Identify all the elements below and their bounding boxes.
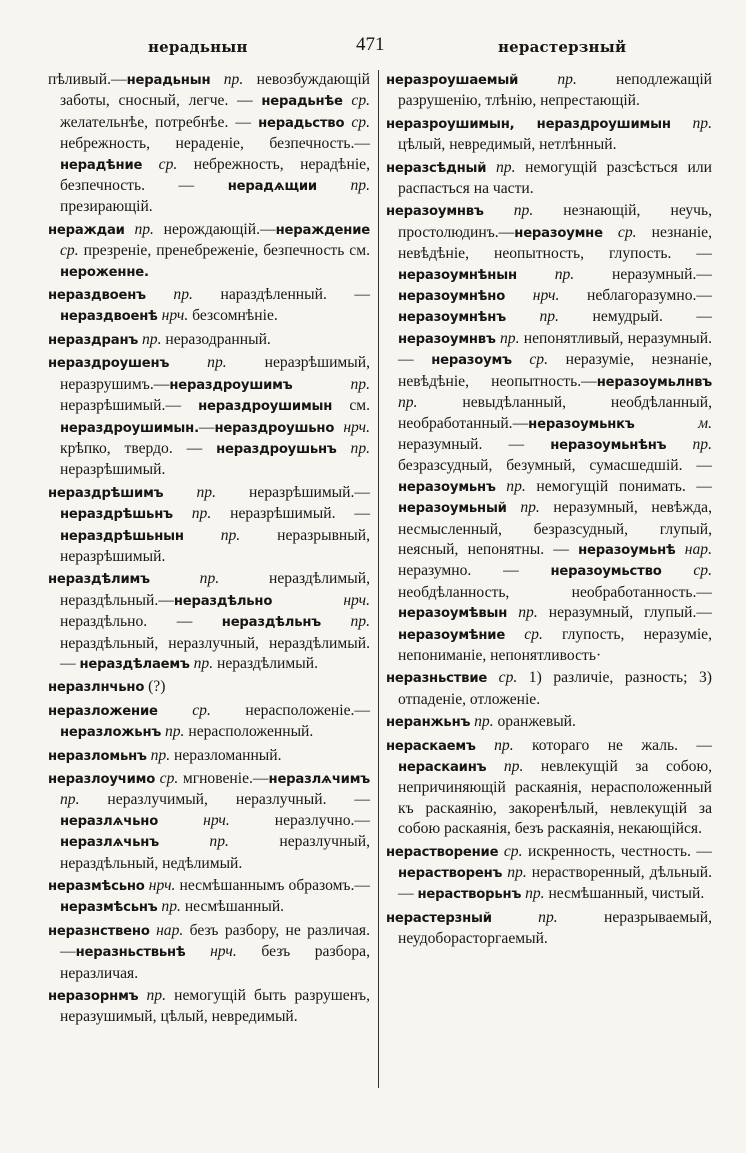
entry-headword: неразмѣсьно (48, 879, 145, 895)
entry-headword: нераздѣлаемъ (79, 656, 190, 672)
grammar-abbrev: пр. (518, 71, 577, 88)
entry-text: нераздѣльно. — (60, 613, 222, 631)
entry-headword: неразоумъ (431, 353, 512, 369)
grammar-abbrev: пр. (398, 394, 418, 412)
grammar-abbrev: нрч. (185, 943, 237, 961)
entry-text: нераздѣльный, неразлучный, нераздѣлимый. — (60, 634, 370, 672)
grammar-abbrev: ср. (498, 842, 523, 860)
entry-headword: неразоумьнъ (398, 479, 496, 495)
entry-text: желательнѣе, потребнѣе. — (60, 113, 259, 131)
grammar-abbrev: ср. (505, 625, 543, 643)
entry-text: неразумный, глупый.— (537, 604, 713, 622)
grammar-abbrev: пр. (507, 604, 538, 622)
grammar-abbrev: ср. (511, 351, 549, 369)
entry-headword: неранжьнъ (386, 715, 471, 731)
entry-text: котораго не жаль. — (513, 736, 713, 754)
entry-headword: неразлѧчимъ (268, 772, 371, 787)
entry-text: неразрывный, неразрѣшимый. (60, 526, 371, 565)
entry-headword: неразньствьнѣ (75, 945, 186, 961)
entry-text: безъ разбору, не различая.— (60, 921, 370, 961)
dictionary-entry (386, 908, 712, 950)
entry-headword: неразломьнъ (48, 748, 147, 764)
grammar-abbrev: пр. (210, 71, 244, 88)
entry-text: немогущій понимать. — (525, 477, 712, 495)
grammar-abbrev: нрч. (158, 811, 230, 829)
grammar-abbrev: пр. (470, 713, 494, 731)
grammar-abbrev: пр. (161, 723, 185, 741)
entry-headword: неразнствено (48, 923, 150, 939)
grammar-abbrev: нрч. (272, 591, 370, 609)
dictionary-entry (48, 769, 370, 874)
entry-text: несмѣшанный. (180, 898, 285, 916)
grammar-abbrev: пр. (189, 654, 214, 672)
grammar-abbrev: пр. (138, 330, 162, 348)
grammar-abbrev: ср. (155, 770, 179, 787)
entry-text: неразрѣшимый. — (211, 505, 370, 523)
entry-headword: нераздрѣшьнын (60, 528, 184, 544)
grammar-abbrev: пр. (321, 613, 370, 631)
grammar-abbrev: нрч. (157, 307, 189, 325)
entry-headword: нераздроушенъ (48, 356, 170, 372)
grammar-abbrev: пр. (145, 286, 193, 304)
dictionary-entry (386, 712, 712, 733)
entry-headword: нерастворение (386, 844, 499, 860)
grammar-abbrev: ср. (661, 562, 712, 580)
left-column (48, 70, 370, 1030)
entry-headword: неразоумьство (550, 564, 662, 580)
entry-headword: неразоумѣние (398, 627, 506, 643)
entry-headword: неразоумнѣнъ (398, 310, 506, 326)
entry-text: неразрѣшимый.— (60, 397, 199, 415)
entry-headword: нераздвоенъ (48, 288, 146, 304)
dictionary-entry (386, 736, 712, 840)
entry-text: неразодранный. (161, 330, 271, 348)
dictionary-entry (48, 569, 370, 675)
grammar-abbrev: ср. (157, 701, 211, 719)
entry-headword: нераздрѣшьнъ (60, 507, 173, 523)
grammar-abbrev: нрч. (505, 287, 560, 305)
dictionary-entry (386, 158, 712, 200)
entry-text: оранжевый. (493, 713, 576, 731)
grammar-abbrev: пр. (502, 864, 527, 882)
grammar-abbrev: ср. (142, 155, 178, 173)
entry-text: мгновеніе.— (178, 770, 269, 787)
left-running-headword: нерадьнын (148, 38, 248, 56)
entry-text: неразуміе, незнаніе, невѣдѣніе, неопытность.— (398, 351, 713, 390)
dictionary-entry (48, 70, 370, 218)
entry-text: немогущій быть разрушенъ, неразушимый, цѣлый, невредимый. (60, 987, 371, 1026)
entry-headword: нерастворенъ (398, 866, 503, 882)
entry-text: неразумно. — (398, 562, 551, 580)
entry-headword: неразоумьнѣ (578, 542, 676, 558)
entry-headword: неразроушимын, нераздроушимын (386, 116, 671, 132)
entry-headword: нераздрѣшимъ (48, 485, 164, 501)
grammar-abbrev: нар. (149, 921, 184, 939)
grammar-abbrev: нрч. (144, 877, 176, 895)
entry-text: глупость, неразуміе, непониманіе, непонятливость· (398, 625, 712, 664)
grammar-abbrev: пр. (169, 354, 227, 372)
entry-headword: неразорнмъ (48, 989, 139, 1005)
entry-text: необдѣланность, необработанность.— (398, 583, 712, 601)
entry-text: презреніе, пренебреженіе, безпечность см. (78, 242, 370, 260)
entry-text: нерасположенный. (184, 723, 314, 741)
entry-text: — (198, 418, 215, 436)
dictionary-entry (386, 201, 712, 666)
dictionary-entry (48, 330, 370, 351)
entry-headword: неразлнчьно (48, 680, 145, 696)
grammar-abbrev: ср. (60, 242, 79, 260)
entry-text: неразрываемый, неудоборасторгаемый. (398, 908, 713, 948)
grammar-abbrev: пр. (516, 265, 575, 283)
grammar-abbrev: пр. (666, 435, 712, 453)
dictionary-entry (48, 285, 370, 328)
entry-text: незнаніе, невѣдѣніе, неопытность, глупость. — (398, 223, 713, 263)
entry-headword: неразоумнѣно (398, 289, 506, 305)
entry-headword: нерадьство (258, 115, 345, 131)
dictionary-entry (48, 986, 370, 1028)
grammar-abbrev: ср. (602, 223, 637, 241)
entry-text: см. (332, 397, 371, 415)
entry-text: искренность, честность. — (522, 842, 712, 860)
entry-text: неразумный, невѣжда, несмысленный, безразсудный, глупый, неясный, непонятны. — (398, 499, 713, 558)
entry-headword: неразсѣдный (386, 160, 487, 176)
grammar-abbrev: пр. (495, 477, 526, 495)
entry-text: незнающій, неучь, простолюдинъ.— (398, 202, 712, 241)
entry-text: нераздѣлимый, нераздѣльный.— (60, 570, 370, 609)
grammar-abbrev: м. (634, 414, 712, 432)
entry-headword: нераздроушьнъ (216, 441, 337, 457)
grammar-abbrev: пр. (158, 833, 229, 851)
entry-headword: неразоумѣвын (398, 606, 508, 622)
grammar-abbrev: пр. (138, 987, 166, 1005)
entry-text: безъ разбора, неразличая. (60, 943, 370, 982)
grammar-abbrev: пр. (486, 158, 516, 176)
dictionary-entry (48, 677, 370, 698)
grammar-abbrev: пр. (336, 439, 371, 457)
entry-headword: нераскаинъ (398, 760, 487, 775)
entry-text: нерасположеніе.— (210, 701, 370, 719)
dictionary-entry (48, 220, 370, 283)
grammar-abbrev: пр. (292, 375, 370, 393)
entry-text: неблагоразумно.— (559, 287, 712, 305)
entry-text: немудрый. — (558, 308, 712, 326)
entry-headword: нераждаи (48, 222, 125, 238)
entry-headword: нерадьнѣе (261, 94, 343, 110)
page-header (0, 32, 746, 62)
entry-headword: неразоумнвъ (398, 331, 496, 347)
entry-headword: нераздѣльнъ (221, 615, 322, 631)
entry-text: невыдѣланный, необдѣланный, необработанный.— (398, 394, 712, 432)
grammar-abbrev: нрч. (334, 418, 370, 436)
entry-text: неразумный. — (398, 435, 551, 453)
entry-text: небрежность, нерадѣніе, безпечность. — (60, 155, 370, 195)
entry-text: нерастворенный, дѣльный. — (398, 864, 712, 903)
entry-text: презирающій. (60, 198, 153, 216)
entry-text: неразлучный, нераздѣльный, недѣлимый. (60, 833, 371, 872)
grammar-abbrev: пр. (60, 791, 80, 809)
entry-headword: неразлѧчьнъ (60, 835, 159, 851)
right-running-headword: нерастерзный (498, 38, 627, 56)
dictionary-entry (48, 483, 370, 568)
entry-text: небрежность, нераденіе, безпечность.— (60, 135, 370, 153)
entry-text: (?) (144, 678, 166, 696)
grammar-abbrev: пр. (146, 746, 171, 764)
grammar-abbrev: пр. (163, 483, 216, 501)
entry-text: 1) различіе, разность; 3) отпаденіе, отложеніе. (398, 669, 712, 708)
entry-text: безразсудный, безумный, сумасшедшій. — (398, 457, 712, 475)
entry-text: нараздѣленный. — (192, 286, 370, 304)
entry-text: несмѣшаннымъ образомъ.— (175, 877, 370, 895)
entry-headword: неразоумьнкъ (528, 416, 635, 432)
entry-headword: нероженне. (60, 264, 149, 280)
grammar-abbrev: пр. (521, 885, 545, 903)
grammar-abbrev: пр. (670, 114, 712, 132)
entry-text: неразрѣшимый. (60, 461, 166, 479)
grammar-abbrev: пр. (486, 758, 524, 775)
entry-headword: нераскаемъ (386, 738, 476, 754)
entry-text: невлекущій за собою, непричиняющій раскаянія, нерасположенный къ раскаянію, закоренѣлый, невлекущій за собою раскаянія, безъ раскаянія, некающійся. (398, 758, 712, 838)
entry-text: нерождающій.— (153, 220, 276, 238)
grammar-abbrev: пр. (183, 526, 241, 544)
entry-headword: неразлоучимо (48, 772, 156, 787)
entry-text: неразрѣшимый.— (215, 483, 370, 501)
dictionary-entry (48, 921, 370, 984)
entry-headword: неразоумьнѣнъ (550, 437, 667, 453)
entry-text: неразломанный. (170, 746, 282, 764)
dictionary-entry (48, 876, 370, 919)
dictionary-entry (48, 353, 370, 480)
grammar-abbrev: пр. (495, 329, 520, 347)
entry-text: неразумный.— (574, 265, 712, 283)
entry-headword: нерадѧщии (227, 179, 317, 195)
entry-headword: нерадьнын (126, 73, 211, 88)
entry-headword: неразоумнѣнын (398, 267, 517, 283)
entry-text: неразлучно.— (229, 811, 370, 829)
entry-headword: неразоумне (514, 225, 603, 241)
entry-headword: неразроушаемый (386, 73, 519, 88)
entry-headword: нераздѣлимъ (48, 572, 150, 588)
entry-headword: неразньствие (386, 671, 488, 687)
dictionary-entry (386, 70, 712, 112)
entry-headword: нерастерзный (386, 910, 492, 926)
entry-headword: нерадѣние (60, 157, 143, 173)
grammar-abbrev: пр. (172, 505, 212, 523)
dictionary-entry (386, 668, 712, 710)
dictionary-entry (48, 746, 370, 767)
grammar-abbrev: пр. (505, 308, 559, 326)
entry-text: немогущій разсѣсться или распасться на части. (398, 158, 712, 198)
entry-text: несмѣшанный, чистый. (544, 885, 705, 903)
grammar-abbrev: ср. (487, 669, 518, 687)
grammar-abbrev: пр. (149, 570, 220, 588)
entry-headword: неразлѧчьно (60, 813, 159, 829)
grammar-abbrev: ср. (342, 92, 371, 110)
entry-headword: неразоумьный (398, 501, 507, 517)
entry-headword: неразмѣсьнъ (60, 900, 158, 916)
entry-text: неразрѣшимый, неразрушимъ.— (60, 354, 371, 393)
entry-text: нераздѣлимый. (213, 654, 318, 672)
grammar-abbrev: пр. (157, 898, 181, 916)
entry-text: неразлучимый, неразлучный. — (79, 791, 370, 809)
dictionary-entry (48, 701, 370, 744)
grammar-abbrev: пр. (124, 220, 154, 238)
entry-headword: неразложьнъ (60, 725, 162, 741)
entry-headword: нераждение (275, 222, 371, 238)
entry-headword: неразоумнвъ (386, 204, 484, 220)
entry-text: невозбуждающій заботы, сносный, легче. — (60, 71, 370, 110)
entry-headword: неразоумьлнвъ (596, 374, 712, 390)
grammar-abbrev: пр. (316, 177, 371, 195)
entry-headword: нераздѣльно (173, 593, 273, 609)
grammar-abbrev: ср. (344, 113, 370, 131)
page-number: 471 (356, 34, 385, 55)
entry-text: безсомнѣніе. (188, 307, 278, 325)
entry-text: крѣпко, твердо. — (60, 439, 217, 457)
dictionary-entry (386, 114, 712, 156)
column-divider (378, 70, 379, 1088)
entry-headword: нераздроушимъ (169, 377, 293, 393)
entry-headword: нераздроушимын. (60, 420, 199, 436)
entry-text: цѣлый, невредимый, нетлѣнный. (398, 136, 617, 154)
grammar-abbrev: пр. (491, 908, 558, 926)
entry-headword: нераздроушимын (198, 399, 333, 415)
grammar-abbrev: пр. (483, 202, 534, 220)
entry-text: непонятливый, неразумный. — (398, 329, 713, 369)
right-column (386, 70, 712, 952)
entry-headword: неразложение (48, 703, 158, 719)
grammar-abbrev: нар. (675, 540, 712, 558)
entry-headword: нераздроушьно (214, 420, 335, 436)
grammar-abbrev: пр. (475, 736, 514, 754)
entry-text: пѣливый.— (48, 71, 127, 88)
entry-headword: нераздвоенѣ (60, 309, 158, 325)
entry-headword: нераздранъ (48, 332, 139, 348)
entry-text: неподлежащій разрушенію, тлѣнію, непрестающій. (398, 71, 713, 110)
dictionary-entry (386, 842, 712, 906)
entry-headword: нерастворьнъ (417, 887, 522, 903)
grammar-abbrev: пр. (506, 499, 540, 517)
